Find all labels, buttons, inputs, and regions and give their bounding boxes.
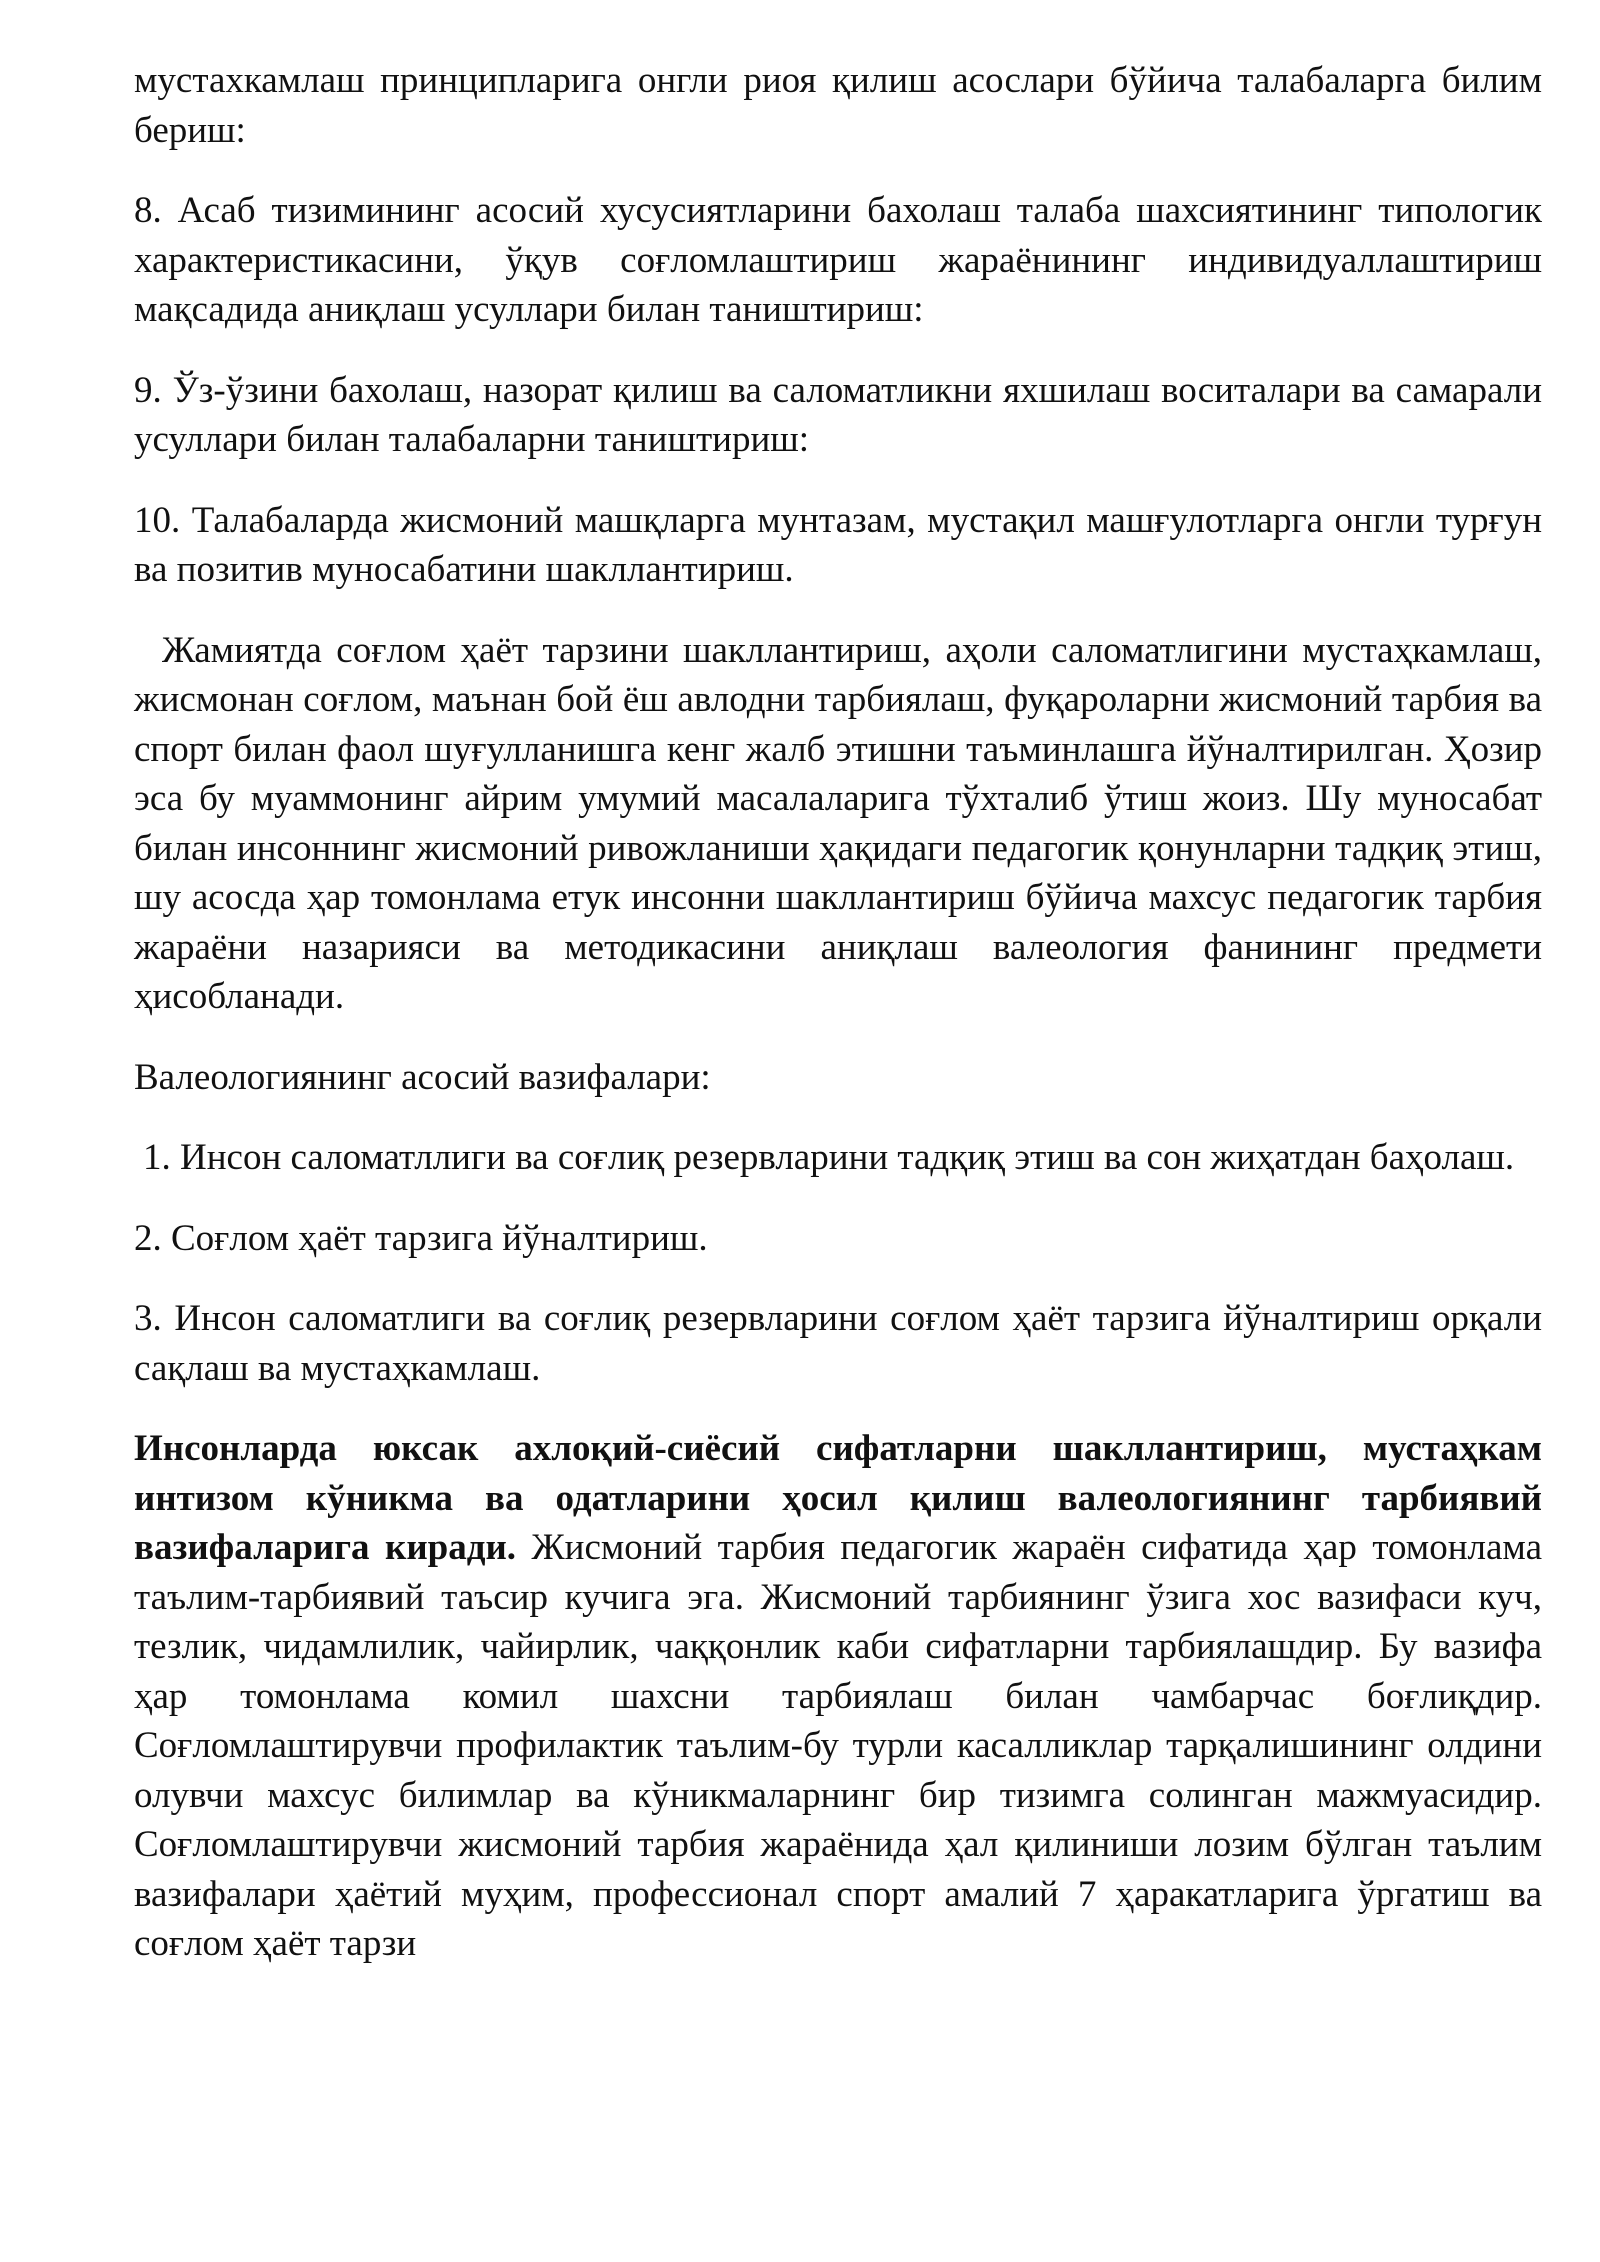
paragraph-education: [134, 1424, 1542, 1969]
tasks-heading: Валеологиянинг асосий вазифалари:: [134, 1056, 711, 1098]
task-item-3: 3. Инсон саломатлиги ва соғлиқ резервларини соғлом ҳаёт тарзига йўналтириш орқали сақлаш ва мустаҳкамлаш.: [134, 1298, 1542, 1389]
task-item-1: 1. Инсон саломатллиги ва соғлиқ резервларини тадқиқ этиш ва сон жиҳатдан баҳолаш.: [143, 1137, 1515, 1178]
task-item-2: 2. Соғлом ҳаёт тарзига йўналтириш.: [134, 1217, 708, 1259]
bold-statement: Инсонларда юксак ахлоқий-сиёсий сифатларни шакллантириш, мустаҳкам интизом кўникма ва одатларини ҳосил қилиш валеологиянинг тарбиявий вазифаларига киради.: [134, 1428, 1542, 1568]
document-page: [134, 56, 1542, 2000]
paragraph-item-10: 10. Талабаларда жисмоний машқларга мунтазам, мустақил машғулотларга онгли турғун ва позитив муносабатини шакллантириш.: [134, 499, 1542, 590]
paragraph-education-text: Жисмоний тарбия педагогик жараён сифатида ҳар томонлама таълим-тарбиявий таъсир кучига эга. Жисмоний тарбиянинг ўзига хос вазифаси куч, тезлик, чидамлилик, чайирлик, чаққонлик каби сифатларни тарбиялашдир. Бу вазифа ҳар томонлама комил шахсни тарбиялаш билан чамбарчас боғлиқдир. Соғломлаштирувчи профилактик таълим-бу турли касалликлар тарқалишининг олдини олувчи махсус билимлар ва кўникмаларнинг бир тизимга солинган мажмуасидир. Соғломлаштирувчи жисмоний тарбия жараёнида ҳал қилиниши лозим бўлган таълим вазифалари ҳаётий муҳим, профессионал спорт амалий 7 ҳаракатларига ўргатиш ва соғлом ҳаёт тарзи: [134, 1527, 1542, 1964]
paragraph-society: Жамиятда соғлом ҳаёт тарзини шакллантириш, аҳоли саломатлигини мустаҳкамлаш, жисмонан соғлом, маънан бой ёш авлодни тарбиялаш, фуқароларни жисмоний тарбия ва спорт билан фаол шуғулланишга кенг жалб этишни таъминлашга йўналтирилган. Ҳозир эса бу муаммонинг айрим умумий масалаларига тўхталиб ўтиш жоиз. Шу муносабат билан инсоннинг жисмоний ривожланиши ҳақидаги педагогик қонунларни тадқиқ этиш, шу асосда ҳар томонлама етук инсонни шакллантириш бўйича махсус педагогик тарбия жараёни назарияси ва методикасини аниқлаш валеология фанининг предмети ҳисобланади.: [134, 629, 1542, 1017]
paragraph-continuation: мустахкамлаш принципларига онгли риоя қилиш асослари бўйича талабаларга билим бериш:: [134, 60, 1542, 151]
paragraph-item-9: 9. Ўз-ўзини бахолаш, назорат қилиш ва саломатликни яхшилаш воситалари ва самарали усуллари билан талабаларни таништириш:: [134, 369, 1542, 460]
paragraph-item-8: 8. Асаб тизимининг асосий хусусиятларини бахолаш талаба шахсиятининг типологик характеристикасини, ўқув соғломлаштириш жараёнининг индивидуаллаштириш мақсадида аниқлаш усуллари билан таништириш:: [134, 190, 1542, 330]
